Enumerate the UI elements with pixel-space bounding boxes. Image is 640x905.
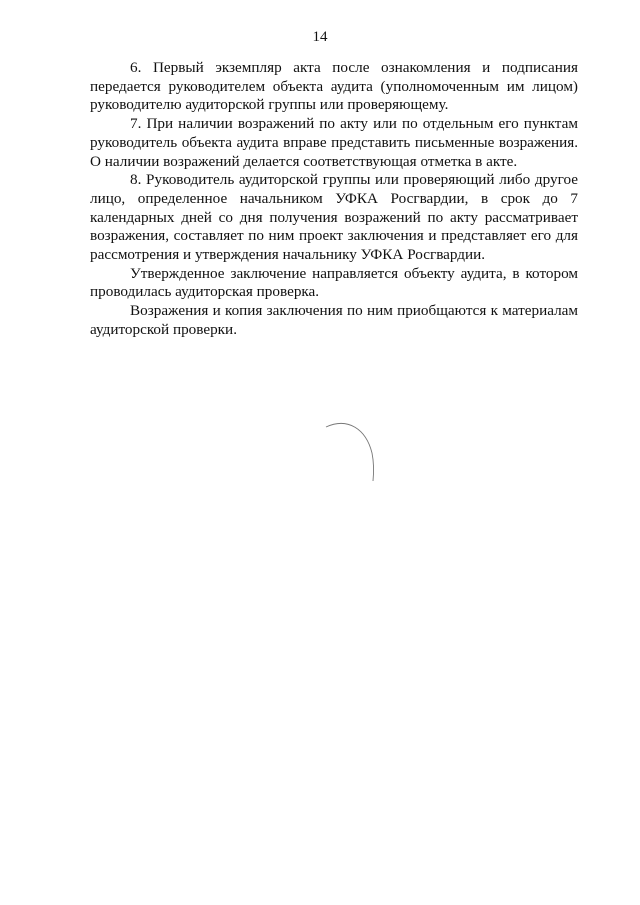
paragraph-6: 6. Первый экземпляр акта после ознакомления и подписания передается руководителем объекта аудита (уполномоченным им лицом) руководителю аудиторской группы или проверяющему. <box>90 59 578 114</box>
paragraph-objections-attachment: Возражения и копия заключения по ним приобщаются к материалам аудиторской проверки. <box>90 302 578 338</box>
pen-stroke-mark <box>310 415 390 485</box>
paragraph-8: 8. Руководитель аудиторской группы или проверяющий либо другое лицо, определенное начальником УФКА Росгвардии, в срок до 7 календарных дней со дня получения возражений по акту рассматривает возражения, составляет по ним проект заключения и представляет его для рассмотрения и утверждения начальнику УФКА Росгвардии. <box>90 171 578 264</box>
paragraph-approved-conclusion: Утвержденное заключение направляется объекту аудита, в котором проводилась аудиторская проверка. <box>90 264 578 301</box>
document-body <box>90 59 578 340</box>
paragraph-7: 7. При наличии возражений по акту или по отдельным его пунктам руководитель объекта аудита вправе представить письменные возражения. О наличии возражений делается соответствующая отметка в акте. <box>90 115 578 170</box>
page-number: 14 <box>312 29 328 45</box>
